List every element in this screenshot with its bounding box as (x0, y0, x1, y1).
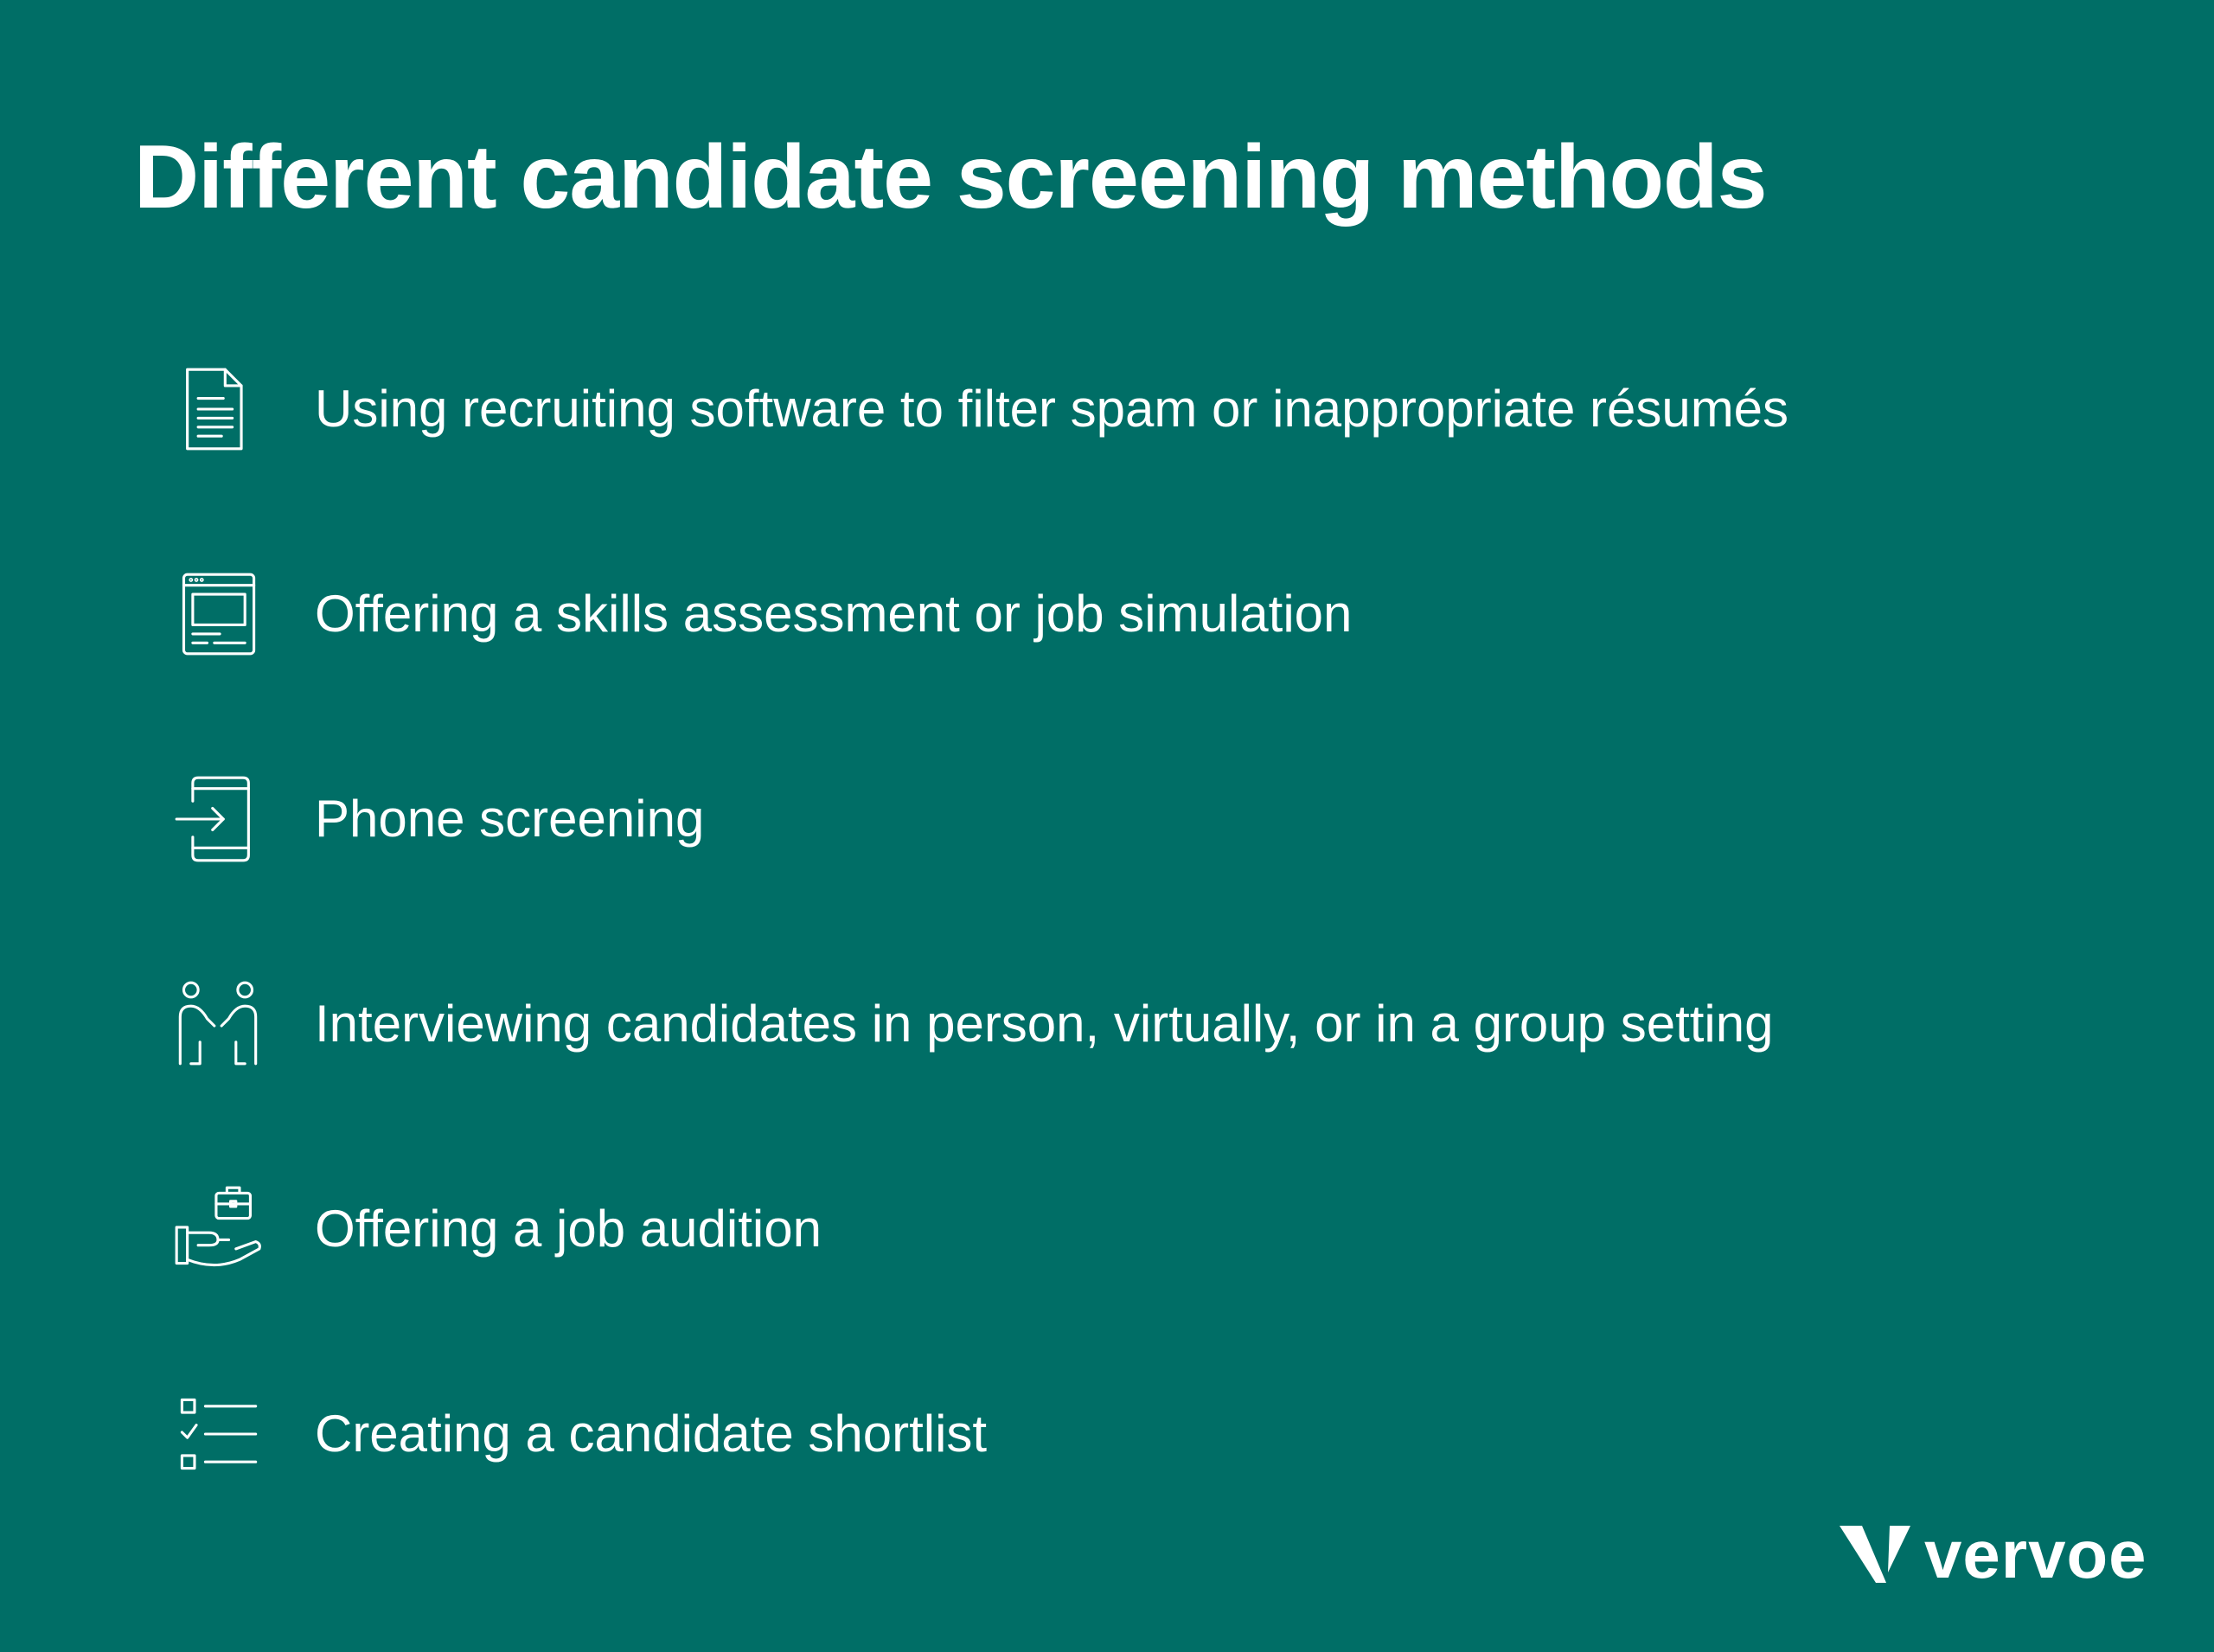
list-item (173, 1177, 2162, 1281)
phone-login-icon (173, 767, 263, 871)
brand-name: vervoe (1924, 1516, 2147, 1592)
browser-window-icon (173, 562, 263, 666)
method-label: Interviewing candidates in person, virtually, or in a group setting (315, 995, 1774, 1053)
method-label: Using recruiting software to filter spam or inappropriate résumés (315, 380, 1789, 438)
method-label: Creating a candidate shortlist (315, 1405, 988, 1463)
list-item (173, 972, 2162, 1076)
document-icon (173, 357, 263, 461)
list-item (173, 767, 2162, 871)
method-label: Offering a skills assessment or job simulation (315, 585, 1353, 643)
page-title: Different candidate screening methods (134, 127, 1767, 227)
hand-briefcase-icon (173, 1177, 263, 1281)
list-item (173, 1382, 2162, 1486)
vervoe-v-logo-icon (1838, 1522, 1924, 1587)
checklist-icon (173, 1382, 263, 1486)
list-item (173, 357, 2162, 461)
two-people-icon (173, 972, 263, 1076)
method-label: Phone screening (315, 790, 705, 848)
vervoe-logo (1838, 1516, 2149, 1592)
list-item (173, 562, 2162, 666)
method-label: Offering a job audition (315, 1200, 822, 1258)
